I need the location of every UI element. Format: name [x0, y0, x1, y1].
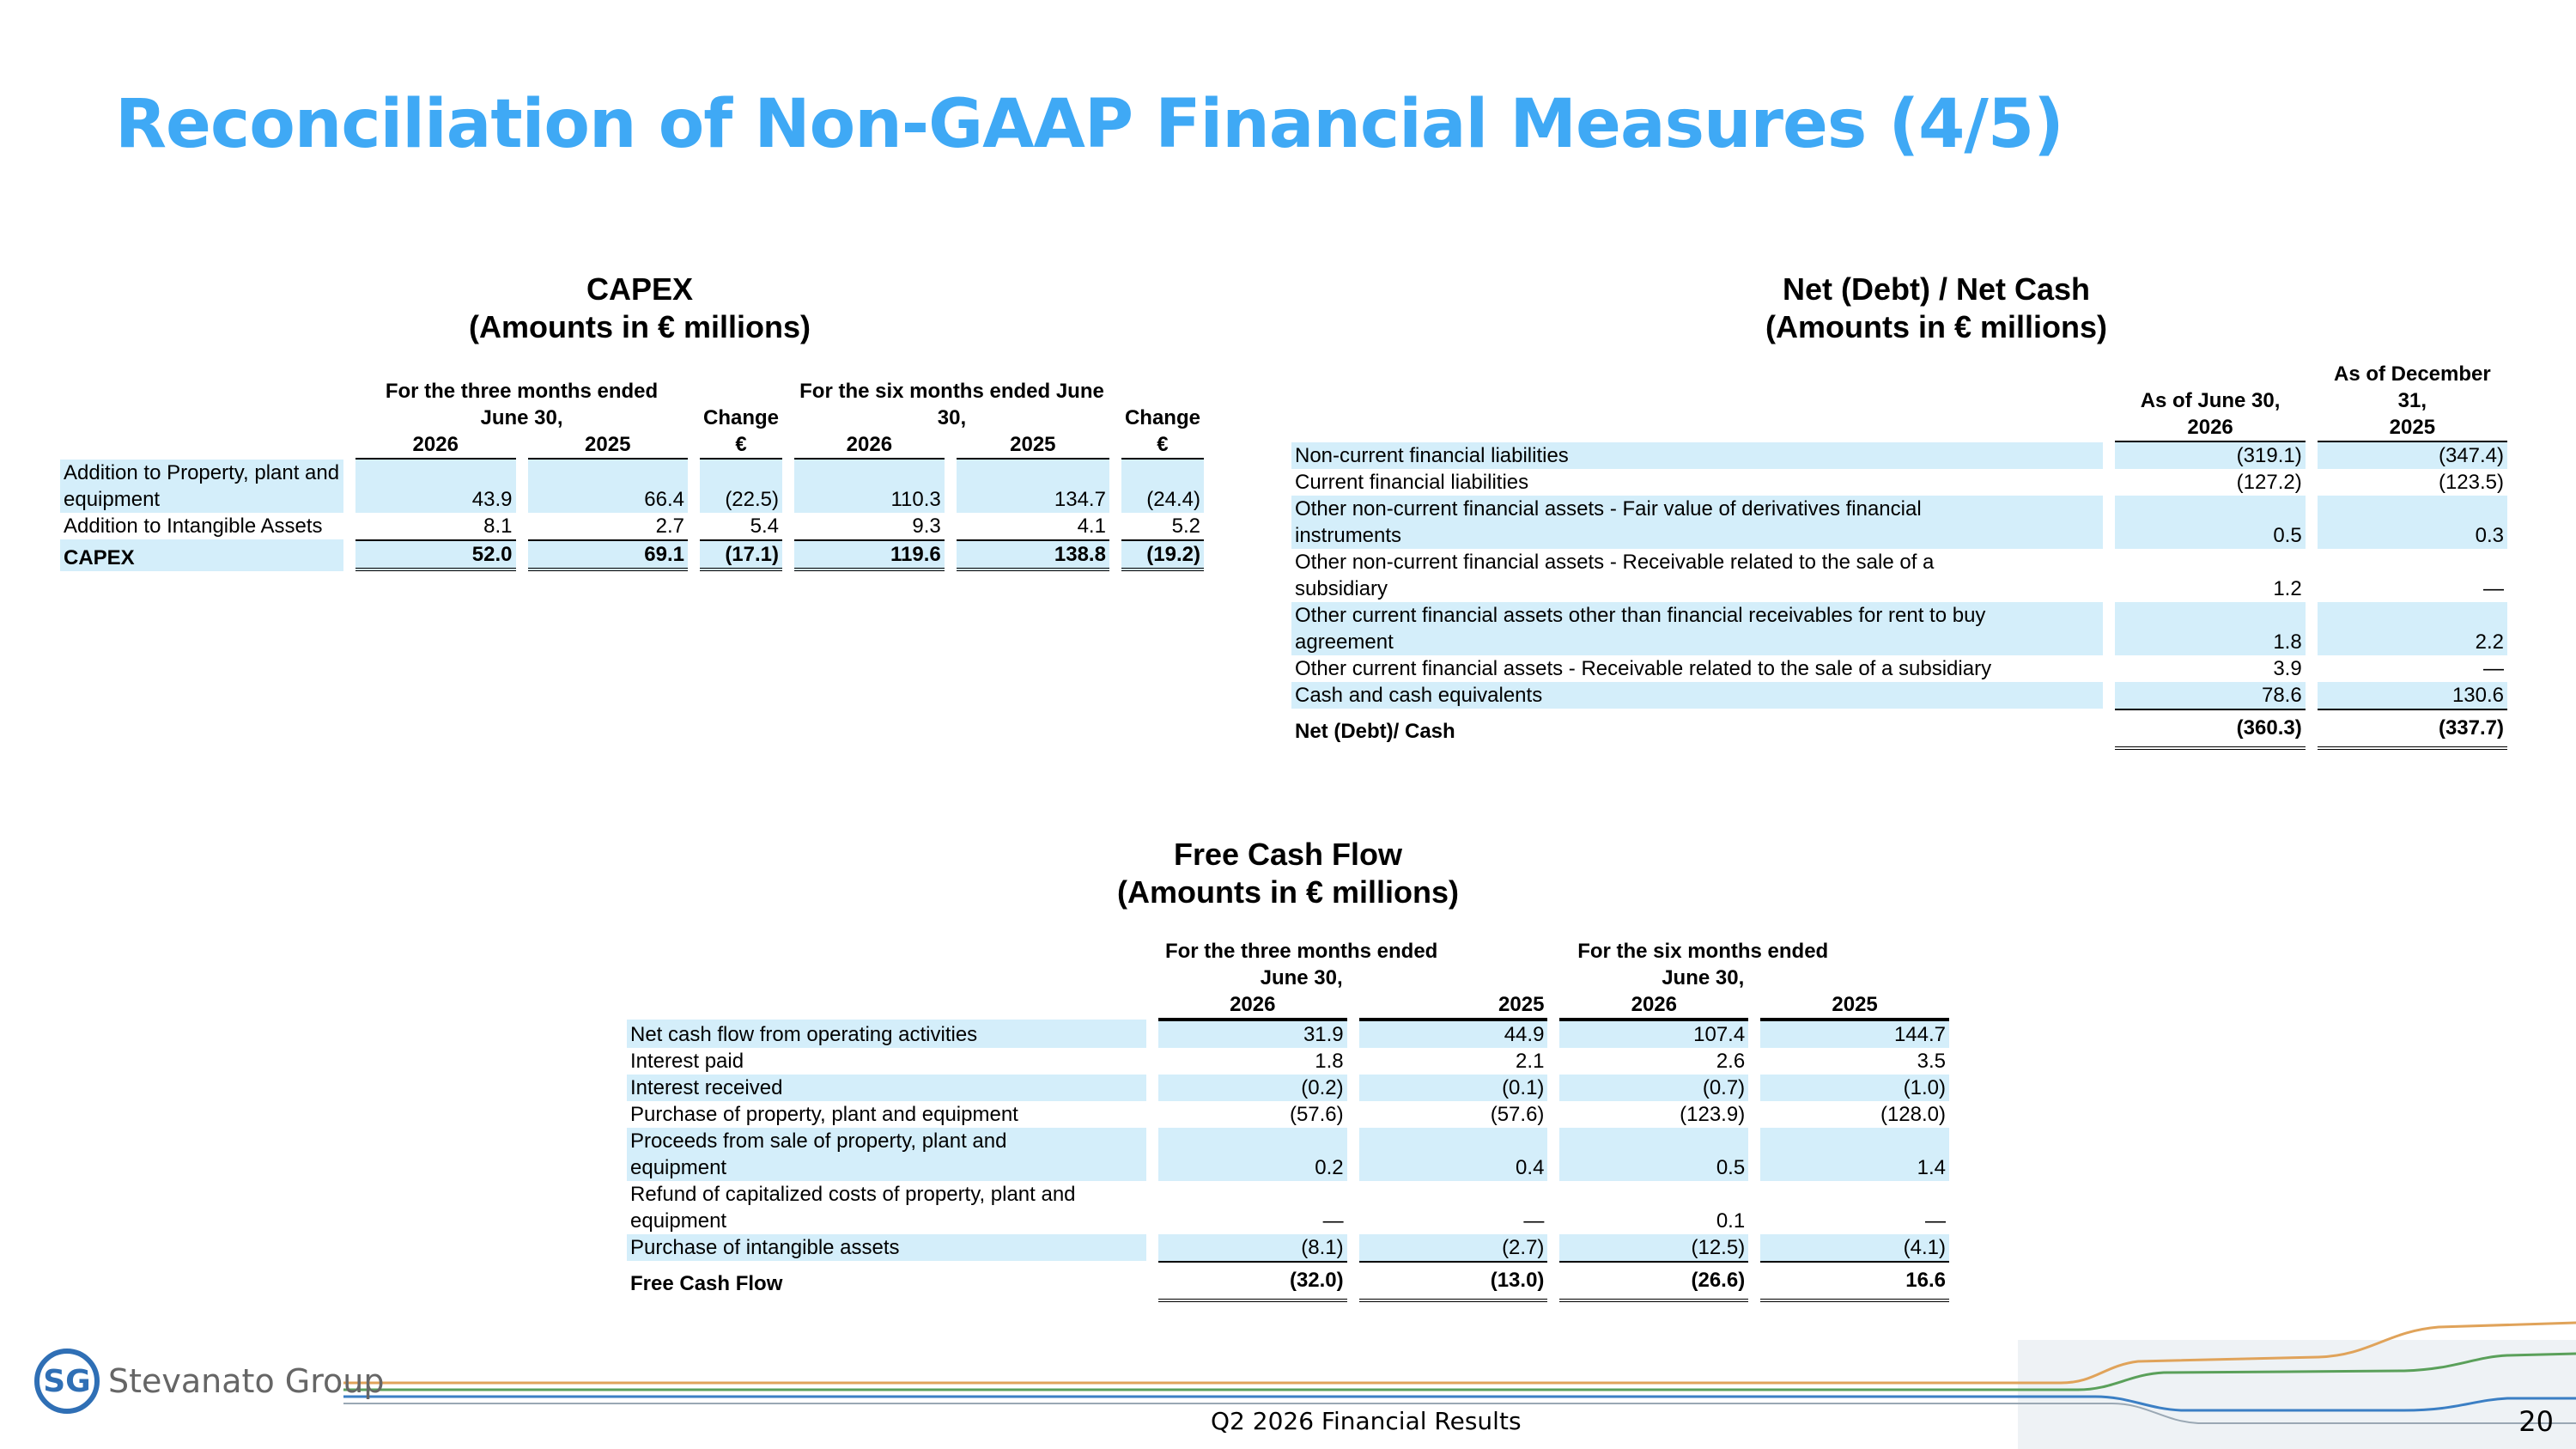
row-label: Other current financial assets - Receivable related to the sale of a subsidiary: [1295, 657, 1992, 680]
cell-value: 16.6: [1760, 1261, 1949, 1302]
fcf-header-groups: [627, 938, 1949, 991]
cell-value: 0.5: [1559, 1128, 1748, 1181]
cell-value: —: [1925, 1209, 1946, 1233]
cell-value: —: [2483, 577, 2504, 600]
capex-year: 2025: [528, 431, 689, 460]
capex-header-years: [60, 431, 1204, 460]
table-row: [1291, 655, 2507, 682]
row-label: Purchase of intangible assets: [627, 1234, 1146, 1261]
row-label: Other non-current financial assets - Receivable related to the sale of a subsidiary: [1295, 551, 1935, 600]
net-debt-subtitle: (Amounts in € millions): [1765, 309, 2107, 344]
row-label: Other non-current financial assets - Fair value of derivatives financial instruments: [1291, 496, 2103, 549]
cell-value: 1.8: [1315, 1050, 1344, 1073]
row-label: Interest received: [627, 1075, 1146, 1101]
cell-value: (26.6): [1559, 1261, 1748, 1302]
cell-value: 1.2: [2273, 577, 2302, 600]
cell-value: 69.1: [528, 539, 689, 571]
cell-value: 0.3: [2318, 496, 2507, 549]
row-label: Free Cash Flow: [630, 1272, 783, 1295]
cell-value: 1.8: [2115, 602, 2305, 655]
cell-value: 0.5: [2115, 496, 2305, 549]
capex-table: [48, 378, 1216, 571]
cell-value: 2.6: [1716, 1050, 1746, 1073]
row-label: Interest paid: [630, 1050, 744, 1073]
cell-value: (24.4): [1121, 460, 1204, 513]
capex-group-change: Change: [703, 406, 780, 429]
row-label: CAPEX: [60, 539, 343, 571]
cell-value: 78.6: [2115, 682, 2305, 709]
cell-value: 2.1: [1516, 1050, 1545, 1073]
cell-value: (360.3): [2115, 709, 2305, 750]
capex-group-three-months: For the three months ended June 30,: [385, 380, 659, 429]
cell-value: (17.1): [700, 539, 782, 571]
cell-value: (57.6): [1490, 1103, 1545, 1126]
row-label: Addition to Property, plant and equipment: [60, 460, 343, 513]
fcf-group-six-months: For the six months ended June 30,: [1577, 940, 1829, 989]
cell-value: (57.6): [1289, 1103, 1344, 1126]
cell-value: 52.0: [355, 539, 516, 571]
cell-value: 9.3: [912, 514, 941, 538]
cell-value: 43.9: [355, 460, 516, 513]
table-row: [1291, 469, 2507, 496]
capex-subtitle: (Amounts in € millions): [468, 309, 811, 344]
fcf-header-years: [627, 991, 1949, 1020]
capex-group-change-2: Change: [1124, 406, 1200, 429]
cell-value: 4.1: [1077, 514, 1106, 538]
row-label: Other current financial assets other than financial receivables for rent to buy agreement: [1291, 602, 2103, 655]
company-logo: [34, 1349, 384, 1414]
table-row-total: [627, 1261, 1949, 1302]
table-row: [1291, 442, 2507, 469]
cell-value: 134.7: [957, 460, 1109, 513]
cell-value: (0.7): [1559, 1075, 1748, 1101]
cell-value: (12.5): [1559, 1234, 1748, 1261]
row-label: Net (Debt)/ Cash: [1295, 720, 1455, 743]
row-label: Non-current financial liabilities: [1291, 442, 2103, 469]
capex-group-six-months: For the six months ended June 30,: [799, 380, 1104, 429]
cell-value: —: [1322, 1209, 1344, 1233]
fcf-year: 2026: [1158, 991, 1347, 1020]
net-debt-header-years: [1291, 414, 2507, 442]
page-number: 20: [2518, 1405, 2554, 1438]
table-row: [1291, 602, 2507, 655]
cell-value: 138.8: [957, 539, 1109, 571]
row-label: Addition to Intangible Assets: [64, 514, 323, 538]
fcf-subtitle: (Amounts in € millions): [1116, 874, 1459, 910]
row-label: Current financial liabilities: [1295, 471, 1529, 494]
cell-value: 5.2: [1171, 514, 1200, 538]
fcf-title: Free Cash Flow: [1173, 837, 1403, 872]
row-label: Cash and cash equivalents: [1291, 682, 2103, 709]
cell-value: 0.4: [1359, 1128, 1548, 1181]
table-row: [60, 513, 1204, 539]
capex-year: 2026: [355, 431, 516, 460]
fcf-year: 2026: [1559, 991, 1748, 1020]
cell-value: (0.2): [1158, 1075, 1347, 1101]
cell-value: —: [2483, 657, 2504, 680]
cell-value: (1.0): [1760, 1075, 1949, 1101]
cell-value: (123.5): [2438, 471, 2504, 494]
fcf-table: [615, 938, 1961, 1302]
cell-value: (0.1): [1359, 1075, 1548, 1101]
capex-year: €: [700, 431, 782, 460]
cell-value: (128.0): [1880, 1103, 1946, 1126]
cell-value: (13.0): [1359, 1261, 1548, 1302]
cell-value: 2.7: [655, 514, 684, 538]
net-debt-group-june: As of June 30,: [2140, 389, 2281, 412]
table-row-total: [1291, 709, 2507, 750]
capex-year: 2026: [794, 431, 945, 460]
cell-value: 5.4: [750, 514, 780, 538]
capex-year: 2025: [957, 431, 1109, 460]
cell-value: 66.4: [528, 460, 689, 513]
cell-value: 1.4: [1760, 1128, 1949, 1181]
net-debt-year: 2026: [2115, 414, 2305, 442]
table-row: [1291, 682, 2507, 709]
net-debt-header-groups: [1291, 361, 2507, 414]
capex-year: €: [1121, 431, 1204, 460]
capex-title: CAPEX: [586, 271, 694, 307]
table-row: [627, 1234, 1949, 1261]
table-row-total: [60, 539, 1204, 571]
cell-value: 2.2: [2318, 602, 2507, 655]
cell-value: (32.0): [1158, 1261, 1347, 1302]
logo-text: Stevanato Group: [108, 1362, 385, 1400]
cell-value: 119.6: [794, 539, 945, 571]
fcf-group-three-months: For the three months ended June 30,: [1164, 940, 1438, 989]
row-label: Proceeds from sale of property, plant and equipment: [627, 1128, 1146, 1181]
table-row: [627, 1101, 1949, 1128]
cell-value: 107.4: [1559, 1020, 1748, 1048]
cell-value: (22.5): [700, 460, 782, 513]
net-debt-group-december: As of December 31,: [2333, 362, 2491, 412]
cell-value: 0.1: [1716, 1209, 1746, 1233]
net-debt-heading: [1657, 271, 2215, 346]
cell-value: (2.7): [1359, 1234, 1548, 1261]
net-debt-table: [1279, 361, 2519, 750]
cell-value: (123.9): [1680, 1103, 1746, 1126]
cell-value: 31.9: [1158, 1020, 1347, 1048]
logo-mark-icon: SG: [34, 1349, 100, 1414]
row-label: Purchase of property, plant and equipment: [630, 1103, 1018, 1126]
net-debt-year: 2025: [2318, 414, 2507, 442]
table-row: [60, 460, 1204, 513]
table-row: [627, 1020, 1949, 1048]
cell-value: 0.2: [1158, 1128, 1347, 1181]
cell-value: (8.1): [1158, 1234, 1347, 1261]
cell-value: (319.1): [2115, 442, 2305, 469]
table-row: [1291, 496, 2507, 549]
row-label: Net cash flow from operating activities: [627, 1020, 1146, 1048]
table-row: [1291, 549, 2507, 602]
fcf-year: 2025: [1359, 991, 1548, 1020]
table-row: [627, 1075, 1949, 1101]
cell-value: 3.5: [1917, 1050, 1946, 1073]
cell-value: 144.7: [1760, 1020, 1949, 1048]
cell-value: (347.4): [2318, 442, 2507, 469]
cell-value: (127.2): [2236, 471, 2302, 494]
footer-caption: Q2 2026 Financial Results: [1211, 1407, 1522, 1435]
cell-value: 110.3: [794, 460, 945, 513]
cell-value: (337.7): [2318, 709, 2507, 750]
cell-value: —: [1523, 1209, 1545, 1233]
net-debt-title: Net (Debt) / Net Cash: [1782, 271, 2091, 307]
cell-value: (19.2): [1121, 539, 1204, 571]
cell-value: 3.9: [2273, 657, 2302, 680]
cell-value: 44.9: [1359, 1020, 1548, 1048]
row-label: Refund of capitalized costs of property, plant and equipment: [630, 1183, 1076, 1233]
page-title: Reconciliation of Non-GAAP Financial Measures (4/5): [115, 86, 2063, 163]
table-row: [627, 1048, 1949, 1075]
capex-heading: [361, 271, 919, 346]
fcf-year: 2025: [1760, 991, 1949, 1020]
capex-header-groups: [60, 378, 1204, 431]
cell-value: (4.1): [1760, 1234, 1949, 1261]
table-row: [627, 1128, 1949, 1181]
table-row: [627, 1181, 1949, 1234]
cell-value: 8.1: [483, 514, 513, 538]
fcf-heading: [1009, 836, 1567, 911]
cell-value: 130.6: [2318, 682, 2507, 709]
